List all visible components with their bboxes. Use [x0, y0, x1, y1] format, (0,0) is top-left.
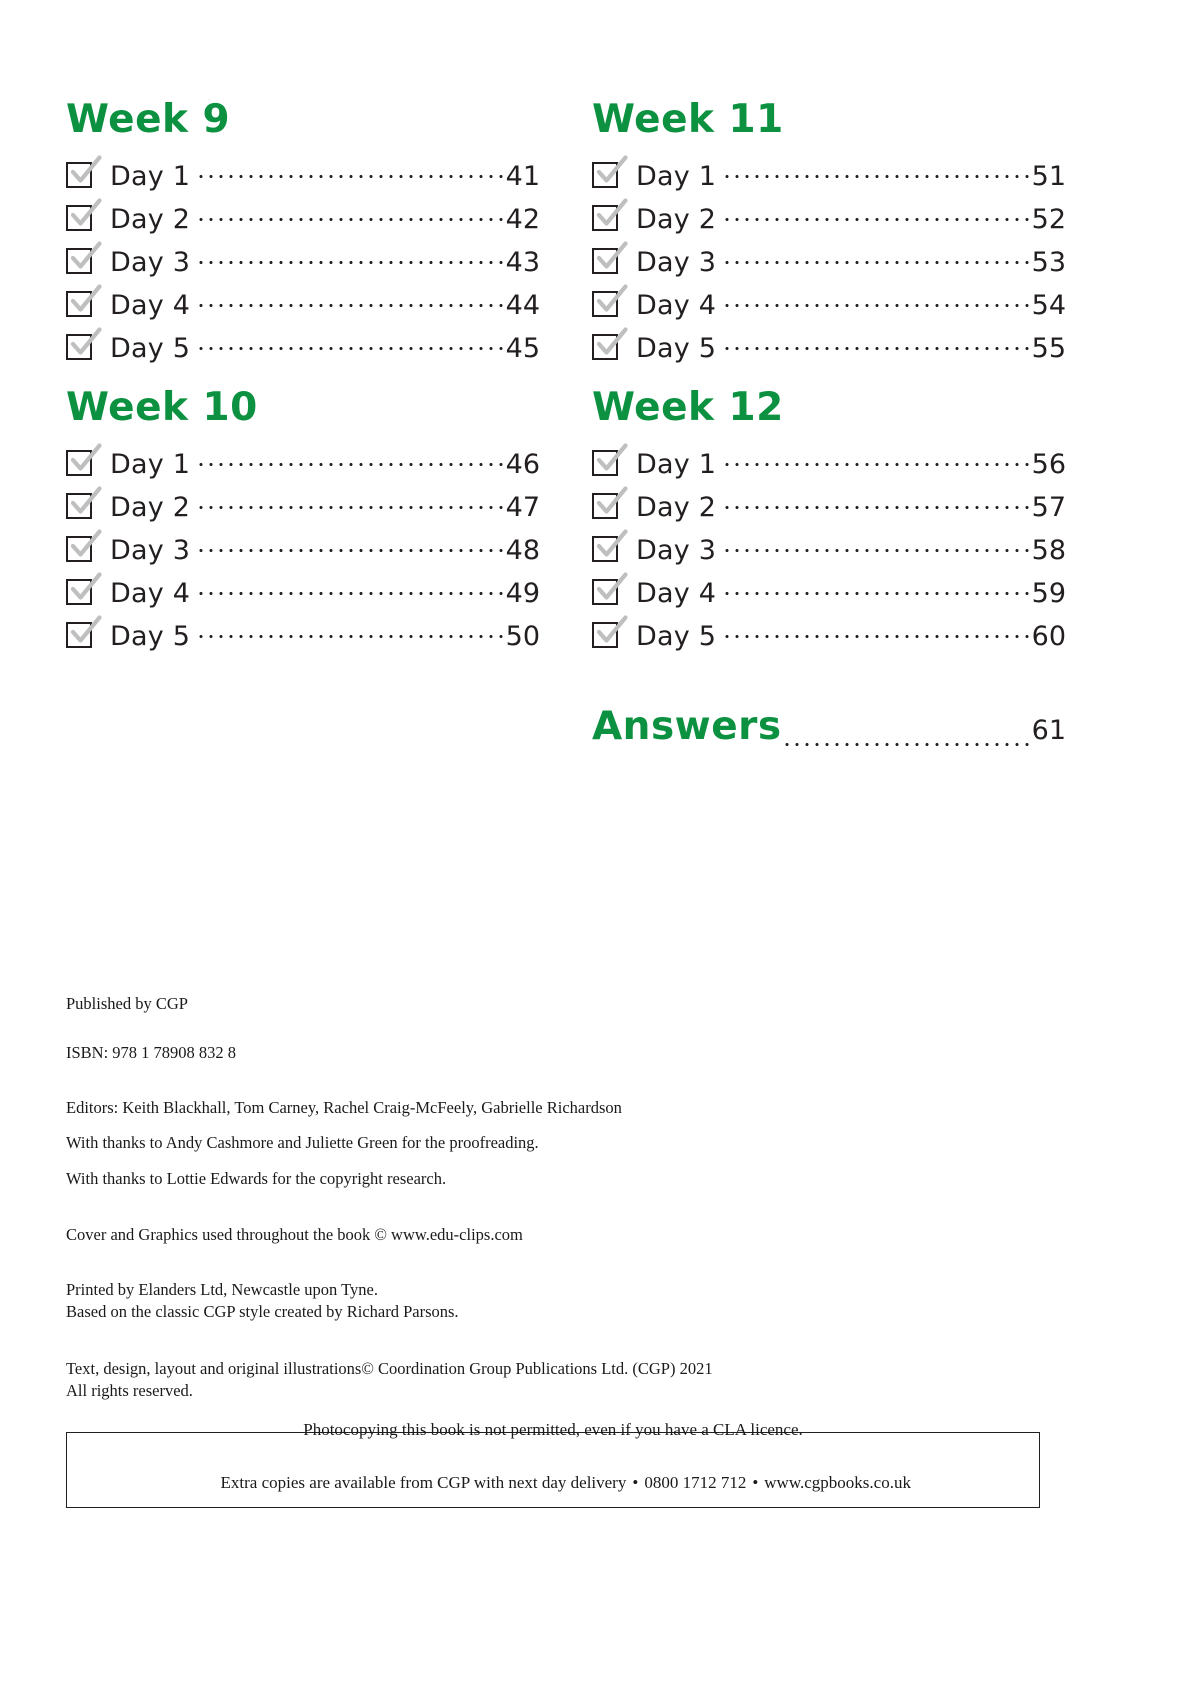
checkmark-icon	[594, 443, 628, 477]
checkbox-checked-icon[interactable]	[592, 450, 622, 480]
checkbox-checked-icon[interactable]	[592, 493, 622, 523]
day-label: Day 2	[636, 492, 717, 523]
contents-day-row[interactable]	[592, 615, 1066, 658]
week-heading: Week 10	[66, 385, 258, 430]
extra-copies-line	[195, 1444, 911, 1523]
day-label: Day 2	[110, 204, 191, 235]
day-label: Day 5	[636, 621, 717, 652]
contents-left-column	[66, 92, 540, 749]
checkbox-checked-icon[interactable]	[592, 579, 622, 609]
dot-leader	[196, 255, 504, 271]
week-block	[66, 380, 540, 658]
answers-heading: Answers	[592, 704, 782, 749]
checkmark-icon	[594, 572, 628, 606]
week-heading: Week 9	[66, 97, 231, 142]
checkmark-icon	[68, 615, 102, 649]
page-number: 50	[505, 621, 540, 652]
checkbox-checked-icon[interactable]	[66, 205, 96, 235]
contents-day-row[interactable]	[592, 284, 1066, 327]
page-number: 49	[505, 578, 540, 609]
page-number: 45	[505, 333, 540, 364]
imprint-block	[66, 993, 1086, 1402]
dot-leader	[196, 341, 504, 357]
day-label: Day 1	[110, 449, 191, 480]
checkbox-checked-icon[interactable]	[66, 536, 96, 566]
page-number: 54	[1031, 290, 1066, 321]
dot-leader	[722, 212, 1030, 228]
checkmark-icon	[68, 327, 102, 361]
checkbox-checked-icon[interactable]	[66, 493, 96, 523]
dot-leader	[722, 457, 1030, 473]
contents-day-row[interactable]	[592, 486, 1066, 529]
dot-leader	[782, 731, 1031, 749]
checkbox-checked-icon[interactable]	[592, 162, 622, 192]
dot-leader	[722, 629, 1030, 645]
contents-day-row[interactable]	[66, 443, 540, 486]
week-heading: Week 11	[592, 97, 784, 142]
spacer	[66, 1119, 1086, 1132]
printing-group	[66, 1279, 1086, 1324]
phone-number: 0800 1712 712	[644, 1473, 747, 1492]
checkmark-icon	[68, 155, 102, 189]
editors-line: Editors: Keith Blackhall, Tom Carney, Rachel Craig-McFeely, Gabrielle Richardson	[66, 1098, 622, 1118]
checkbox-checked-icon[interactable]	[66, 450, 96, 480]
contents-day-row[interactable]	[592, 198, 1066, 241]
day-label: Day 5	[110, 333, 191, 364]
checkbox-checked-icon[interactable]	[66, 248, 96, 278]
contents-day-row[interactable]	[592, 327, 1066, 370]
checkbox-checked-icon[interactable]	[592, 334, 622, 364]
dot-leader	[196, 457, 504, 473]
bullet-separator-icon: •	[752, 1473, 759, 1492]
checkbox-checked-icon[interactable]	[592, 291, 622, 321]
dot-leader	[722, 586, 1030, 602]
bullet-separator-icon: •	[632, 1473, 639, 1492]
day-label: Day 2	[636, 204, 717, 235]
checkmark-icon	[594, 155, 628, 189]
checkmark-icon	[68, 198, 102, 232]
checkmark-icon	[594, 615, 628, 649]
contents-day-row[interactable]	[592, 572, 1066, 615]
dot-leader	[196, 169, 504, 185]
dot-leader	[196, 298, 504, 314]
website-url[interactable]: www.cgpbooks.co.uk	[764, 1473, 911, 1492]
thanks-proofreading-line: With thanks to Andy Cashmore and Juliette Green for the proofreading.	[66, 1133, 539, 1153]
page-number: 43	[505, 247, 540, 278]
checkmark-icon	[68, 284, 102, 318]
contents-day-row[interactable]	[66, 486, 540, 529]
checkbox-checked-icon[interactable]	[592, 205, 622, 235]
dot-leader	[722, 543, 1030, 559]
day-label: Day 1	[636, 449, 717, 480]
page-number: 53	[1031, 247, 1066, 278]
page-number: 61	[1031, 715, 1066, 746]
checkbox-checked-icon[interactable]	[66, 622, 96, 652]
contents-day-row[interactable]	[66, 155, 540, 198]
day-label: Day 4	[636, 578, 717, 609]
week-block	[592, 380, 1066, 658]
rights-reserved-line: All rights reserved.	[66, 1380, 193, 1400]
day-label: Day 3	[110, 535, 191, 566]
spacer	[66, 1190, 1086, 1224]
page-number: 60	[1031, 621, 1066, 652]
page-number: 48	[505, 535, 540, 566]
dot-leader	[722, 341, 1030, 357]
checkmark-icon	[594, 486, 628, 520]
based-on-line: Based on the classic CGP style created by Richard Parsons.	[66, 1302, 459, 1322]
checkbox-checked-icon[interactable]	[66, 579, 96, 609]
checkmark-icon	[594, 529, 628, 563]
day-label: Day 4	[636, 290, 717, 321]
page-number: 41	[505, 161, 540, 192]
spacer	[66, 1155, 1086, 1168]
dot-leader	[196, 629, 504, 645]
credits-group	[66, 1097, 1086, 1190]
spacer	[66, 1014, 1086, 1042]
day-label: Day 4	[110, 290, 191, 321]
dot-leader	[196, 500, 504, 516]
contents-day-row[interactable]	[592, 241, 1066, 284]
contents-day-row[interactable]	[66, 241, 540, 284]
checkbox-checked-icon[interactable]	[66, 162, 96, 192]
published-by-line: Published by CGP	[66, 994, 188, 1013]
dot-leader	[722, 500, 1030, 516]
photocopying-notice-box	[66, 1420, 1040, 1508]
day-label: Day 5	[636, 333, 717, 364]
checkbox-checked-icon[interactable]	[592, 536, 622, 566]
copyright-line: Text, design, layout and original illustrations© Coordination Group Publications Ltd. (CGP) 2021	[66, 1358, 713, 1378]
checkmark-icon	[68, 486, 102, 520]
dot-leader	[722, 255, 1030, 271]
answers-row[interactable]	[592, 704, 1066, 749]
dot-leader	[196, 212, 504, 228]
page-number: 42	[505, 204, 540, 235]
checkbox-checked-icon[interactable]	[592, 622, 622, 652]
thanks-copyright-line: With thanks to Lottie Edwards for the copyright research.	[66, 1168, 447, 1188]
contents-day-row[interactable]	[66, 327, 540, 370]
contents-day-row[interactable]	[66, 284, 540, 327]
dot-leader	[722, 169, 1030, 185]
copyright-group	[66, 1358, 1086, 1403]
checkmark-icon	[594, 327, 628, 361]
contents-day-row[interactable]	[66, 572, 540, 615]
contents-list	[66, 92, 1066, 749]
day-label: Day 4	[110, 578, 191, 609]
checkbox-checked-icon[interactable]	[66, 334, 96, 364]
dot-leader	[722, 298, 1030, 314]
page-number: 57	[1031, 492, 1066, 523]
checkmark-icon	[594, 241, 628, 275]
checkmark-icon	[68, 443, 102, 477]
contents-day-row[interactable]	[66, 529, 540, 572]
spacer	[66, 1245, 1086, 1279]
day-label: Day 5	[110, 621, 191, 652]
page-number: 59	[1031, 578, 1066, 609]
checkbox-checked-icon[interactable]	[66, 291, 96, 321]
page-number: 58	[1031, 535, 1066, 566]
checkmark-icon	[594, 284, 628, 318]
week-block	[592, 92, 1066, 370]
extra-copies-text: Extra copies are available from CGP with next day delivery	[220, 1473, 627, 1492]
contents-day-row[interactable]	[592, 155, 1066, 198]
day-label: Day 3	[636, 535, 717, 566]
page-number: 47	[505, 492, 540, 523]
checkmark-icon	[594, 198, 628, 232]
page-number: 55	[1031, 333, 1066, 364]
day-label: Day 3	[110, 247, 191, 278]
page-number: 52	[1031, 204, 1066, 235]
spacer	[66, 1324, 1086, 1358]
isbn-line: ISBN: 978 1 78908 832 8	[66, 1043, 237, 1063]
cover-graphics-line: Cover and Graphics used throughout the book © www.edu-clips.com	[66, 1225, 523, 1245]
page-number: 44	[505, 290, 540, 321]
checkmark-icon	[68, 529, 102, 563]
contents-day-row[interactable]	[66, 198, 540, 241]
dot-leader	[196, 586, 504, 602]
printed-by-line: Printed by Elanders Ltd, Newcastle upon Tyne.	[66, 1280, 378, 1300]
contents-day-row[interactable]	[592, 443, 1066, 486]
contents-day-row[interactable]	[592, 529, 1066, 572]
spacer	[66, 1063, 1086, 1097]
day-label: Day 1	[636, 161, 717, 192]
page-number: 56	[1031, 449, 1066, 480]
checkmark-icon	[68, 572, 102, 606]
week-block	[66, 92, 540, 370]
checkbox-checked-icon[interactable]	[592, 248, 622, 278]
photocopying-notice-line: Photocopying this book is not permitted, even if you have a CLA licence.	[303, 1420, 803, 1440]
contents-day-row[interactable]	[66, 615, 540, 658]
day-label: Day 2	[110, 492, 191, 523]
dot-leader	[196, 543, 504, 559]
page-number: 51	[1031, 161, 1066, 192]
week-heading: Week 12	[592, 385, 784, 430]
day-label: Day 3	[636, 247, 717, 278]
contents-right-column	[592, 92, 1066, 749]
checkmark-icon	[68, 241, 102, 275]
day-label: Day 1	[110, 161, 191, 192]
page-number: 46	[505, 449, 540, 480]
